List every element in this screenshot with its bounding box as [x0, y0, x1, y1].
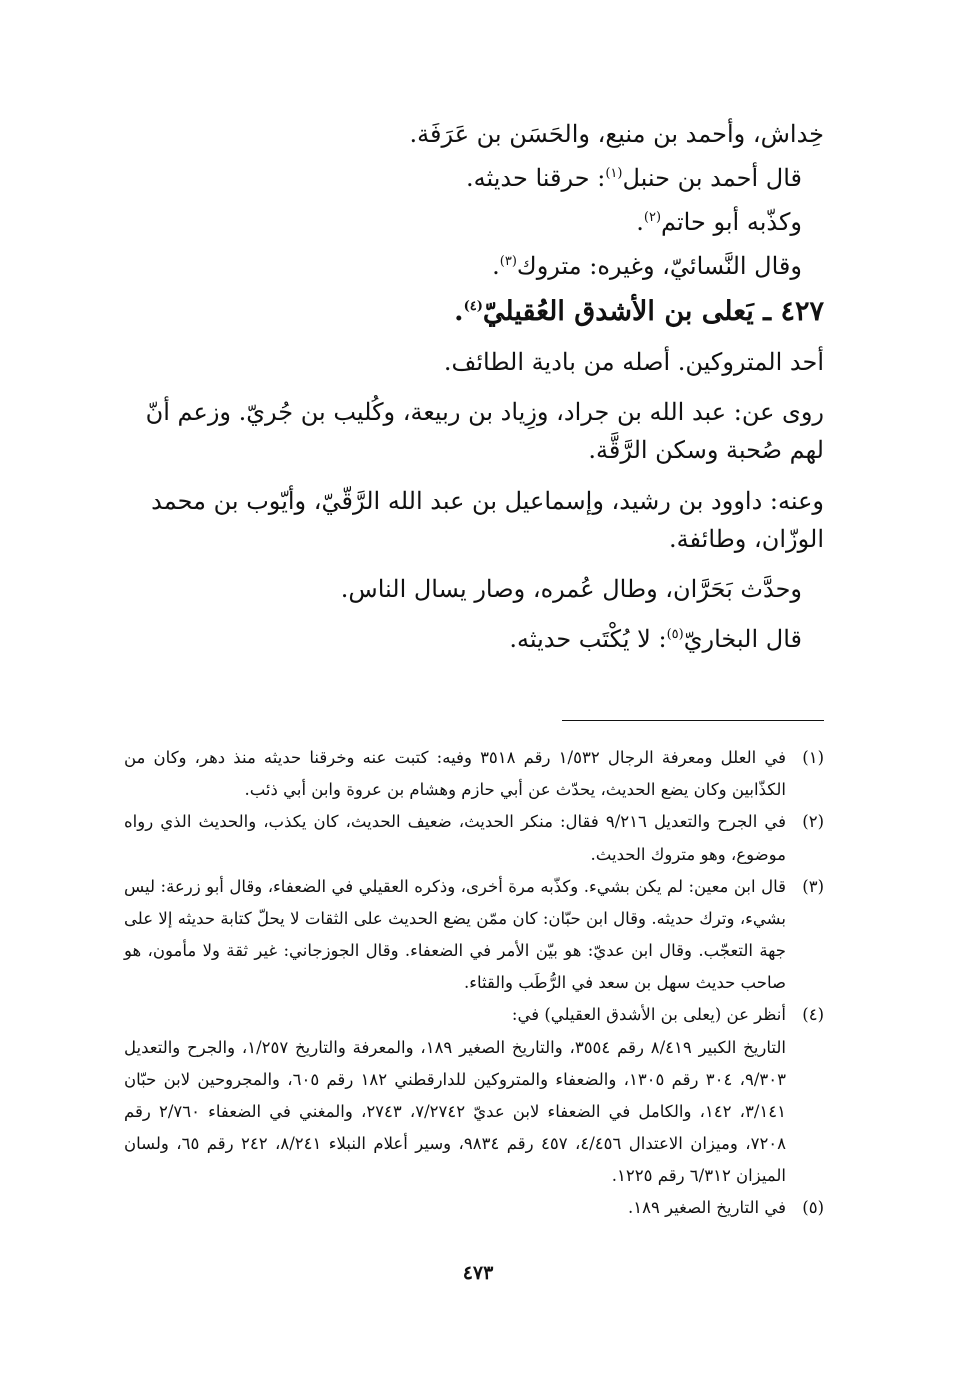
paragraph: وحدَّث بَحَرَّان، وطال عُمره، وصار يسال الناس.	[340, 575, 802, 604]
footnote-text: في الجرح والتعديل ٩/٢١٦ فقال: منكر الحديث، ضعيف الحديث، كان يكذب، والحديث الذي رواه موضوع، وهو متروك الحديث.	[124, 812, 786, 864]
text-line-content: .	[492, 252, 500, 280]
footnote-reference[interactable]: (٤)	[463, 299, 483, 314]
footnote-number: (٢)	[802, 812, 824, 832]
paragraph: روى عن: عبد الله بن جراد، وزِياد بن ربيعة، وكُليب بن جُريّ. وزعم أنّ لهم صُحبة وسكن الرَّقَّة.	[145, 397, 824, 465]
text-line	[124, 621, 824, 657]
footnote-text: في التاريخ الصغير ١٨٩.	[627, 1198, 786, 1218]
entry-heading-text: ٤٢٧ ـ يَعلى بن الأشدق العُقيليّ	[482, 296, 824, 327]
footnote-item	[124, 1192, 824, 1224]
text-line-content: : حرقنا حديثه.	[466, 164, 606, 192]
paragraph: وعنه: داوود بن رشيد، وإسماعيل بن عبد الله الرَّقّيّ، وأيّوب بن محمد الوزّان، وطائفة.	[151, 486, 824, 554]
text-line	[124, 248, 824, 284]
text-line	[124, 116, 824, 152]
text-line-content: خِداش، وأحمد بن منيع، والحَسَن بن عَرَفَة.	[409, 120, 824, 148]
text-line-content: : لا يُكْتَب حديثه.	[509, 624, 667, 653]
footnote-reference[interactable]: (٥)	[666, 626, 684, 642]
text-line	[124, 160, 824, 196]
footnote-text: في العلل ومعرفة الرجال ١/٥٣٢ رقم ٣٥١٨ وفيه: كتبت عنه وخرقنا حديثه منذ دهر، وكان من الكذّابين وكان يضع الحديث، يحدّث عن أبي حازم وهشام بن عروة وابن أبي ذئب.	[124, 748, 787, 800]
footnote-reference[interactable]: (١)	[605, 166, 623, 181]
footnote-number: (٣)	[802, 876, 824, 896]
text-line-content: قال أحمد بن حنبل	[622, 164, 802, 192]
footnote-item	[124, 1032, 824, 1193]
footnotes	[124, 742, 824, 1225]
text-line-content: .	[636, 208, 644, 236]
footnote-text: التاريخ الكبير ٨/٤١٩ رقم ٣٥٥٤، والتاريخ الصغير ١٨٩، والمعرفة والتاريخ ١/٢٥٧، والجرح والتعديل ٩/٣٠٣، ٣٠٤ رقم ١٣٠٥، والضعفاء والمتروكين للدارقطني ١٨٢ رقم ٦٠٥، والمجروحين لابن حبّان ٣/١٤١، ١٤٢، والكامل في الضعفاء لابن عديّ ٧/٢٧٤٢، ٢٧٤٣، والمغني في الضعفاء ٢/٧٦٠ رقم ٧٢٠٨، وميزان الاعتدال ٤/٤٥٦، ٤٥٧ رقم ٩٨٣٤، وسير أعلام النبلاء ٨/٢٤١، ٢٤٢ رقم ٦٥، ولسان الميزان ٦/٣١٢ رقم ١٢٢٥.	[124, 1037, 787, 1186]
entry-heading	[124, 292, 824, 333]
text-line-content: وقال النَّسائيّ، وغيره: متروك	[516, 252, 802, 280]
footnote-number: (٥)	[802, 1198, 824, 1218]
entry-heading-tail: .	[454, 296, 464, 327]
footnote-item	[124, 806, 824, 870]
text-line	[124, 204, 824, 240]
footnote-number: (٤)	[802, 1005, 824, 1025]
footnote-item	[124, 871, 824, 1000]
footnote-separator	[562, 720, 824, 721]
main-text	[124, 116, 824, 665]
footnote-number: (١)	[802, 748, 824, 767]
footnote-reference[interactable]: (٣)	[499, 254, 517, 269]
footnote-text: أنظر عن (يعلى بن الأشدق العقيلي) في:	[511, 1005, 786, 1025]
text-line-content: وكذّبه أبو حاتم	[661, 208, 802, 236]
footnote-item	[124, 999, 824, 1031]
page-number: ٤٧٣	[462, 1262, 494, 1284]
footnote-item	[124, 742, 824, 806]
footnote-text: قال ابن معين: لم يكن بشيء. وكذّبه مرة أخرى، وذكره العقيلي في الضعفاء، وقال أبو زرعة: ليس بشيء، وترك حديثه. وقال ابن حبّان: كان ممّن يضع الحديث على الثقات لا يحلّ كتابة حديثه إلا على جهة التعجّب. وقال ابن عديّ: هو بيّن الأمر في الضعفاء. وقال الجوزجاني: غير ثقة ولا مأمون، هو صاحب حديث سهل بن سعد في الرُّطَب والقثاء.	[124, 876, 786, 993]
footnote-reference[interactable]: (٢)	[643, 210, 662, 225]
paragraph: أحد المتروكين. أصله من بادية الطائف.	[443, 347, 824, 376]
text-line-content: قال البخاريّ	[683, 624, 802, 653]
footnote-number	[786, 1032, 824, 1193]
